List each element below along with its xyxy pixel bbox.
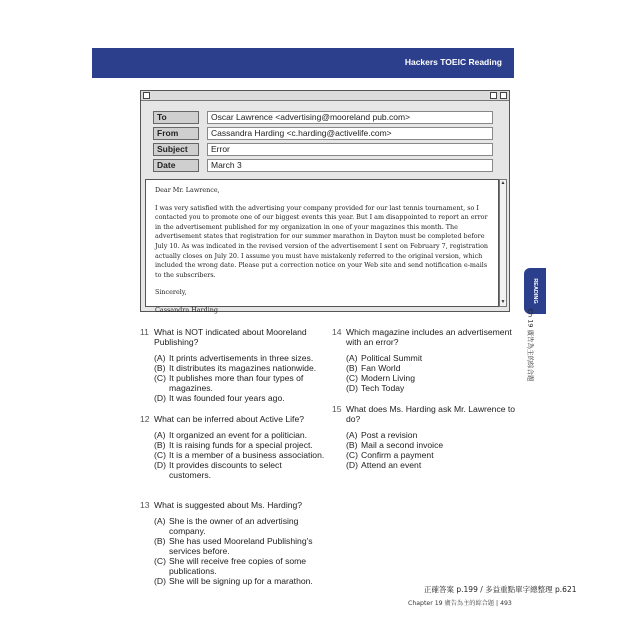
options-list [154, 430, 326, 480]
option-b[interactable]: (B) Fan World [346, 363, 401, 373]
option-c[interactable]: (C) Modern Living [346, 373, 415, 383]
window-menu-icon[interactable] [143, 92, 150, 99]
email-signature: Cassandra Harding [155, 305, 218, 314]
option-a[interactable]: (A) It organized an event for a politician. [154, 430, 308, 440]
question-number: 14 [332, 327, 342, 337]
side-tab-label: READING [532, 278, 538, 304]
email-to-field[interactable]: Oscar Lawrence <advertising@mooreland pub.com> [207, 111, 493, 124]
question-stem: What can be inferred about Active Life? [154, 414, 305, 424]
options-list [346, 353, 518, 393]
email-date-label: Date [153, 159, 199, 172]
chapter-side-label: Ch 19 廣告為主的綜合題 [526, 308, 535, 382]
email-subject-label: Subject [153, 143, 199, 156]
email-from-field[interactable]: Cassandra Harding <c.harding@activelife.com> [207, 127, 493, 140]
header-bar [92, 48, 514, 78]
maximize-icon[interactable] [500, 92, 507, 99]
question-number: 13 [140, 500, 150, 510]
chapter-page-line: Chapter 19 廣告為主的綜合題 | 493 [408, 600, 512, 607]
email-body[interactable] [145, 179, 499, 314]
option-c[interactable]: (C) It publishes more than four types of magazines. [154, 373, 304, 393]
option-d[interactable]: (D) Tech Today [346, 383, 405, 393]
question-number: 11 [140, 327, 149, 337]
option-c[interactable]: (C) Confirm a payment [346, 450, 434, 460]
question-stem: What is suggested about Ms. Harding? [154, 500, 303, 510]
options-list [154, 516, 326, 586]
option-d[interactable]: (D) It was founded four years ago. [154, 393, 285, 403]
option-b[interactable]: (B) It distributes its magazines nationwide. [154, 363, 317, 373]
email-greeting: Dear Mr. Lawrence, [155, 186, 220, 194]
scroll-up-icon[interactable]: ▲ [500, 180, 506, 186]
option-d[interactable]: (D) She will be signing up for a marathon. [154, 576, 313, 586]
option-a[interactable]: (A) Political Summit [346, 353, 423, 363]
options-list [154, 353, 326, 403]
answer-reference: 正確答案 p.199 / 多益重點單字總整理 p.621 [424, 585, 577, 594]
window-title-bar [141, 91, 509, 101]
option-c[interactable]: (C) She will receive free copies of some publications. [154, 556, 307, 576]
email-closing: Sincerely, [155, 288, 187, 297]
header-title: Hackers TOEIC Reading [404, 57, 502, 67]
option-a[interactable]: (A) It prints advertisements in three sizes. [154, 353, 314, 363]
options-list [346, 430, 518, 470]
email-window [140, 90, 510, 312]
option-b[interactable]: (B) Mail a second invoice [346, 440, 444, 450]
question-stem: What is NOT indicated about Mooreland Publishing? [154, 327, 307, 347]
email-subject-field[interactable]: Error [207, 143, 493, 156]
email-scrollbar[interactable] [499, 179, 507, 307]
email-from-label: From [153, 127, 199, 140]
reading-side-tab [524, 268, 546, 314]
email-date-field[interactable]: March 3 [207, 159, 493, 172]
option-b[interactable]: (B) She has used Mooreland Publishing's services before. [154, 536, 313, 556]
option-a[interactable]: (A) She is the owner of an advertising company. [154, 516, 299, 536]
scroll-down-icon[interactable]: ▼ [500, 299, 506, 305]
option-d[interactable]: (D) It provides discounts to select customers. [154, 460, 282, 480]
question-number: 12 [140, 414, 150, 424]
question-stem: What does Ms. Harding ask Mr. Lawrence to do? [346, 404, 516, 424]
question-stem: Which magazine includes an advertisement with an error? [346, 327, 512, 347]
option-a[interactable]: (A) Post a revision [346, 430, 418, 440]
minimize-icon[interactable] [490, 92, 497, 99]
question-number: 15 [332, 404, 342, 414]
option-b[interactable]: (B) It is raising funds for a special project. [154, 440, 313, 450]
email-to-label: To [153, 111, 199, 124]
option-d[interactable]: (D) Attend an event [346, 460, 422, 470]
option-c[interactable]: (C) It is a member of a business association. [154, 450, 325, 460]
email-paragraph: I was very satisfied with the advertising your company provided for our last tennis tournament, so I contacted you to promote one of our biggest events this year. But I am disappointed to report an error in the advertisement published for my organization in one of your magazines this month. The advertisement states that registration for our summer marathon in Dayton must be completed before July 10. As was indicated in the revised version of the advertisement I sent on February 7, registration actually closes on July 20. I assume you must have mistakenly referred to the original version, which included the wrong date. Please put a correction notice on your Web site and send notification e-mails to the subscribers. [155, 203, 489, 279]
